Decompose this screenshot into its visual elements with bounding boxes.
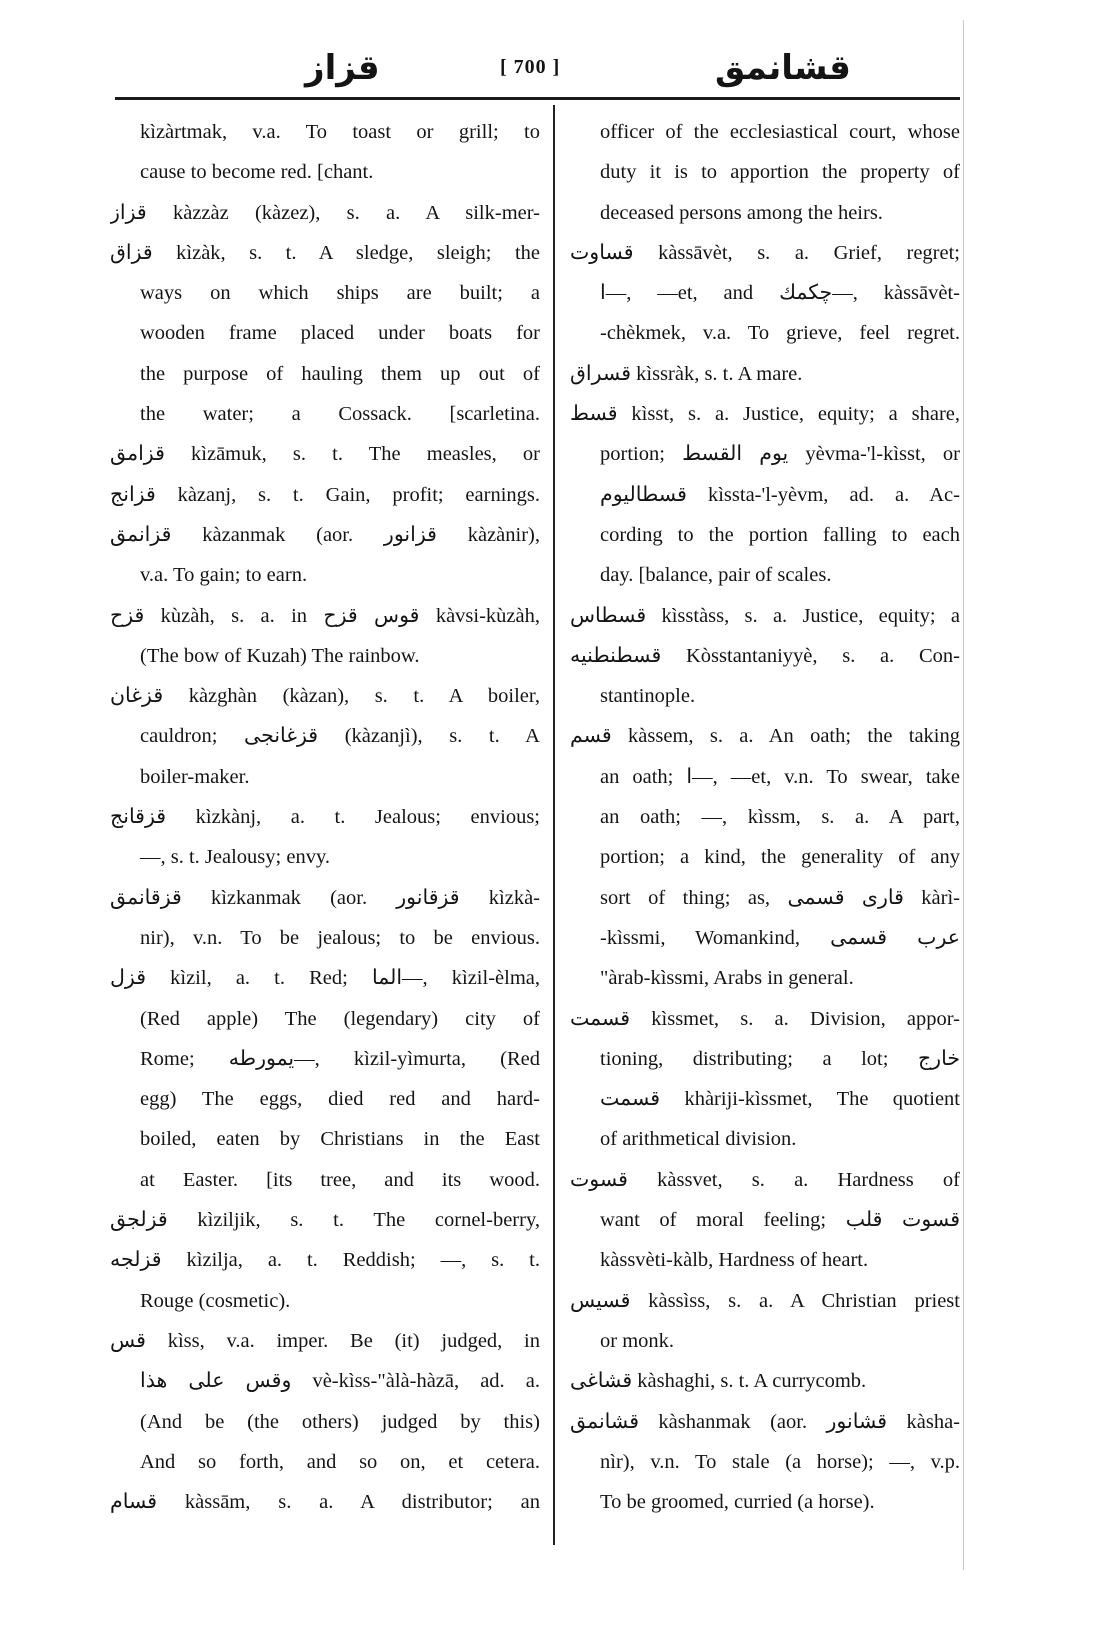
entry-line: قسوت kàssvet, s. a. Hardness of (570, 1168, 960, 1191)
entry-line: قشانمق kàshanmak (aor. قشانور kàsha- (570, 1410, 960, 1433)
entry-line: an oath; —, kìssm, s. a. A part, (600, 806, 960, 829)
page-number: [ 700 ] (500, 56, 561, 78)
entry-line: قسمت khàriji-kìssmet, The quotient (600, 1088, 960, 1111)
entry-line: at Easter. [its tree, and its wood. (140, 1168, 540, 1191)
entry-line: قزلجق kìziljik, s. t. The cornel-berry, (110, 1209, 540, 1232)
entry-line: portion; a kind, the generality of any (600, 846, 960, 869)
entry-line: قزقانمق kìzkanmak (aor. قزقانور kìzkà- (110, 886, 540, 909)
entry-line: (The bow of Kuzah) The rainbow. (140, 644, 420, 667)
entry-line: -chèkmek, v.a. To grieve, feel regret. (600, 322, 960, 345)
page-header (115, 40, 960, 100)
entry-line: boiler-maker. (140, 765, 250, 788)
entry-line: -kìssmi, Womankind, عرب قسمی (600, 926, 960, 949)
entry-line: deceased persons among the heirs. (600, 201, 883, 224)
entry-line: "àrab-kìssmi, Arabs in general. (600, 967, 854, 990)
entry-line: (And be (the others) judged by this) (140, 1410, 540, 1433)
entry-line: or monk. (600, 1329, 675, 1352)
entry-line: قسمت kìssmet, s. a. Division, appor- (570, 1007, 960, 1030)
header-right-word: قشانمق (715, 48, 851, 88)
header-rule (115, 97, 960, 100)
entry-line: قزح kùzàh, s. a. in قوس قزح kàvsi-kùzàh, (110, 604, 540, 627)
entry-line: (Red apple) The (legendary) city of (140, 1007, 540, 1030)
entry-line: boiled, eaten by Christians in the East (140, 1128, 540, 1151)
entry-line: قزانمق kàzanmak (aor. قزانور kàzànir), (110, 523, 540, 546)
entry-line: nir), v.n. To be jealous; to be envious. (140, 926, 540, 949)
entry-line: stantinople. (600, 685, 696, 708)
entry-line: To be groomed, curried (a horse). (600, 1491, 875, 1514)
entry-line: قسراق kìssràk, s. t. A mare. (570, 362, 803, 385)
entry-line: ا—, —et, and چكمك—, kàssāvèt- (600, 282, 960, 305)
entry-line: —, s. t. Jealousy; envy. (140, 846, 330, 869)
entry-line: Rome; يمورطه—, kìzil-yìmurta, (Red (140, 1047, 540, 1070)
entry-line: tioning, distributing; a lot; خارج (600, 1047, 960, 1070)
entry-line: قزانج kàzanj, s. t. Gain, profit; earnings. (110, 483, 540, 506)
entry-line: egg) The eggs, died red and hard- (140, 1088, 540, 1111)
entry-line: قزقانج kìzkànj, a. t. Jealous; envious; (110, 806, 540, 829)
entry-line: v.a. To gain; to earn. (140, 564, 308, 587)
column-divider (553, 105, 555, 1545)
entry-line: قزلجه kìzilja, a. t. Reddish; —, s. t. (110, 1249, 540, 1272)
entry-line: قزغان kàzghàn (kàzan), s. t. A boiler, (110, 685, 540, 708)
entry-line: duty it is to apportion the property of (600, 161, 960, 184)
entry-line: Rouge (cosmetic). (140, 1289, 291, 1312)
entry-line: قزل kìzil, a. t. Red; الما—, kìzil-èlma, (110, 967, 540, 990)
entry-line: قسیس kàssìss, s. a. A Christian priest (570, 1289, 960, 1312)
entry-line: cauldron; قزغانجی (kàzanjì), s. t. A (140, 725, 540, 748)
entry-line: kàssvèti-kàlb, Hardness of heart. (600, 1249, 869, 1272)
entry-line: قساوت kàssāvèt, s. a. Grief, regret; (570, 241, 960, 264)
entry-line: cording to the portion falling to each (600, 523, 960, 546)
entry-line: portion; يوم القسط yèvma-'l-kìsst, or (600, 443, 960, 466)
entry-line: ways on which ships are built; a (140, 282, 540, 305)
entry-line: day. [balance, pair of scales. (600, 564, 832, 587)
entry-line: cause to become red. [chant. (140, 161, 374, 184)
entry-line: officer of the ecclesiastical court, whose (600, 121, 960, 143)
entry-line: قزامق kìzāmuk, s. t. The measles, or (110, 443, 540, 466)
entry-line: قسم kàssem, s. a. An oath; the taking (570, 725, 960, 748)
entry-line: قشاغی kàshaghi, s. t. A currycomb. (570, 1370, 867, 1393)
entry-line: kìzàrtmak, v.a. To toast or grill; to (140, 121, 540, 143)
entry-line: قسام kàssām, s. a. A distributor; an (110, 1491, 540, 1514)
entry-line: قس kìss, v.a. imper. Be (it) judged, in (110, 1329, 540, 1352)
entry-line: قسطنطنیه Kòsstantaniyyè, s. a. Con- (570, 644, 960, 667)
entry-line: wooden frame placed under boats for (140, 322, 540, 345)
entry-line: قزاز kàzzàz (kàzez), s. a. A silk-mer- (110, 201, 540, 224)
header-left-word: قزاز (305, 48, 380, 88)
entry-line: nìr), v.n. To stale (a horse); —, v.p. (600, 1450, 960, 1473)
entry-line: the purpose of hauling them up out of (140, 362, 540, 385)
entry-line: the water; a Cossack. [scarletina. (140, 403, 540, 426)
entry-line: قزاق kìzàk, s. t. A sledge, sleigh; the (110, 241, 540, 264)
left-column (110, 112, 540, 1522)
entry-line: قسطاس kìsstàss, s. a. Justice, equity; a (570, 604, 960, 627)
page-edge (963, 20, 964, 1570)
entry-line: And so forth, and so on, et cetera. (140, 1450, 540, 1473)
entry-line: an oath; ا—, —et, v.n. To swear, take (600, 765, 960, 788)
entry-line: قسط kìsst, s. a. Justice, equity; a share, (570, 403, 960, 426)
entry-line: want of moral feeling; قسوت قلب (600, 1209, 960, 1232)
entry-line: sort of thing; as, قاری قسمی kàrì- (600, 886, 960, 909)
entry-line: وقس علی هذا vè-kìss-"àlà-hàzā, ad. a. (140, 1370, 540, 1393)
right-column (570, 112, 960, 1522)
entry-line: قسطاليوم kìssta-'l-yèvm, ad. a. Ac- (600, 483, 960, 506)
entry-line: of arithmetical division. (600, 1128, 797, 1151)
